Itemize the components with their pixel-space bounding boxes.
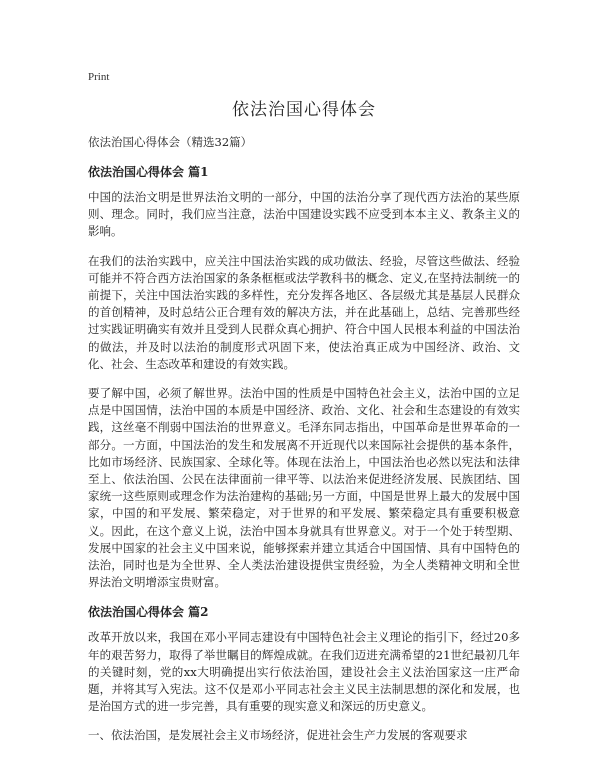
document-title: 依法治国心得体会 — [232, 100, 376, 120]
section-heading: 依法治国心得体会 篇1 — [88, 165, 209, 179]
paragraph: 中国的法治文明是世界法治文明的一部分，中国的法治分享了现代西方法治的某些原则、理念。同时，我们应当注意，法治中国建设实践不应受到本本主义、教条主义的影响。 — [88, 190, 520, 239]
document-subtitle: 依法治国心得体会（精选32篇） — [88, 135, 253, 149]
section-1 — [88, 163, 520, 591]
print-label: Print — [88, 71, 110, 83]
paragraph: 要了解中国，必须了解世界。法治中国的性质是中国特色社会主义，法治中国的立足点是中国国情，法治中国的本质是中国经济、政治、文化、社会和生态建设的有效实践，这丝毫不削弱中国法治的世界意义。毛泽东同志指出，中国革命是世界革命的一部分。一方面，中国法治的发生和发展离不开近现代以来国际社会提供的基本条件，比如市场经济、民族国家、全球化等。体现在法治上，中国法治也必然以宪法和法律至上、依法治国、公民在法律面前一律平等、以法治来促进经济发展、民族团结、国家统一这些原则或理念作为法治建构的基础;另一方面，中国是世界上最大的发展中国家，中国的和平发展、繁荣稳定，对于世界的和平发展、繁荣稳定具有重要积极意义。因此，在这个意义上说，法治中国本身就具有世界意义。对于一个处于转型期、发展中国家的社会主义中国来说，能够探索并建立其适合中国国情、具有中国特色的法治，同时也是为全世界、全人类法治建设提供宝贵经验，为全人类精神文明和全世界法治文明增添宝贵财富。 — [88, 386, 520, 590]
paragraph: 在我们的法治实践中，应关注中国法治实践的成功做法、经验，尽管这些做法、经验可能并不符合西方法治国家的条条框框或法学教科书的概念、定义,在坚持法制统一的前提下，关注中国法治实践的多样性，充分发挥各地区、各层级尤其是基层人民群众的首创精神，及时总结公正合理有效的解决方法，并在此基础上，总结、完善那些经过实践证明确实有效并且受到人民群众真心拥护、符合中国人民根本利益的中国法治的做法，并及时以法治的制度形式巩固下来，使法治真正成为中国经济、政治、文化、社会、生态改革和建设的有效实践。 — [88, 253, 520, 371]
document-page — [88, 70, 520, 757]
paragraph: 一、依法治国，是发展社会主义市场经济，促进社会生产力发展的客观要求 — [88, 728, 468, 743]
section-heading: 依法治国心得体会 篇2 — [88, 605, 209, 620]
paragraph: 改革开放以来，我国在邓小平同志建设有中国特色社会主义理论的指引下，经过20多年的艰苦努力，取得了举世瞩目的辉煌成就。在我们迈进充满希望的21世纪最初几年的关键时刻，党的xx大明确提出实行依法治国，建设社会主义法治国家这一庄严命题，并将其写入宪法。这不仅是邓小平同志社会主义民主法制思想的深化和发展，也是治国方式的进一步完善，具有重要的现实意义和深远的历史意义。 — [88, 630, 520, 714]
section-2 — [88, 603, 520, 744]
